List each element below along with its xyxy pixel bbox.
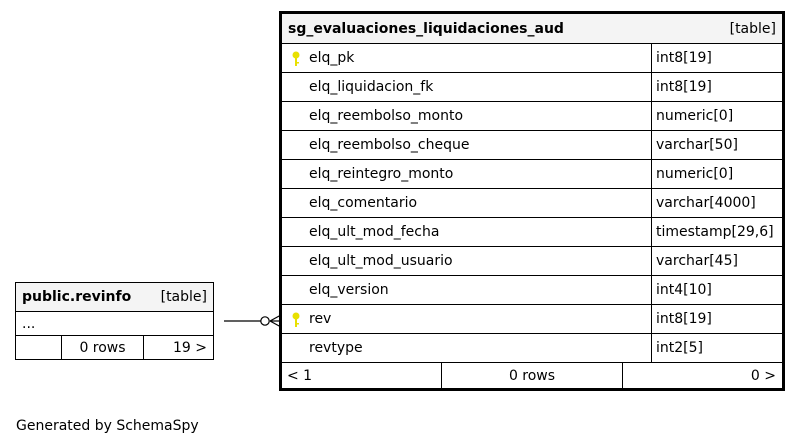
column-row — [282, 189, 782, 218]
table-name[interactable]: sg_evaluaciones_liquidaciones_aud — [288, 20, 564, 37]
column-name-text: revtype — [309, 340, 363, 356]
column-name-text: rev — [309, 311, 332, 327]
column-type: numeric[0] — [656, 108, 734, 124]
column-name — [282, 276, 652, 304]
column-name — [282, 44, 652, 72]
column-name — [282, 189, 652, 217]
column-type: timestamp[29,6] — [656, 224, 774, 240]
column-name — [282, 305, 652, 333]
table-public-revinfo[interactable] — [15, 282, 214, 360]
table-header — [16, 283, 213, 312]
key-icon — [291, 312, 301, 328]
column-name-text: elq_reintegro_monto — [309, 166, 454, 182]
children-link[interactable]: 19 > — [173, 339, 207, 356]
parents-link[interactable]: < 1 — [282, 363, 442, 388]
column-name-text: elq_comentario — [309, 195, 418, 211]
column-list — [282, 44, 782, 363]
column-row — [282, 305, 782, 334]
column-name — [282, 160, 652, 188]
table-footer — [282, 363, 782, 388]
column-type: int8[19] — [656, 50, 712, 66]
column-row — [282, 73, 782, 102]
column-name-text: elq_pk — [309, 50, 355, 66]
column-name — [282, 247, 652, 275]
column-row — [282, 160, 782, 189]
column-name-text: elq_liquidacion_fk — [309, 79, 434, 95]
column-type: int8[19] — [656, 79, 712, 95]
column-name-text: elq_reembolso_monto — [309, 108, 464, 124]
column-name-text: elq_ult_mod_usuario — [309, 253, 453, 269]
row-count: 0 rows — [442, 363, 623, 388]
column-row — [282, 247, 782, 276]
column-name — [282, 131, 652, 159]
table-footer — [16, 336, 213, 359]
column-type: varchar[50] — [656, 137, 738, 153]
column-type: int4[10] — [656, 282, 712, 298]
column-name-text: elq_reembolso_cheque — [309, 137, 470, 153]
column-row — [282, 334, 782, 363]
generated-by-label: Generated by SchemaSpy — [16, 418, 199, 434]
column-type: numeric[0] — [656, 166, 734, 182]
column-type: varchar[45] — [656, 253, 738, 269]
children-link[interactable]: 0 > — [750, 367, 776, 384]
column-type: varchar[4000] — [656, 195, 756, 211]
column-name — [282, 334, 652, 362]
column-name — [282, 102, 652, 130]
column-row — [282, 44, 782, 73]
column-name-text: elq_version — [309, 282, 389, 298]
table-header — [282, 14, 782, 44]
column-name — [282, 73, 652, 101]
column-type: int8[19] — [656, 311, 712, 327]
table-kind: [table] — [729, 20, 776, 37]
row-count: 0 rows — [62, 336, 144, 359]
column-type: int2[5] — [656, 340, 703, 356]
column-name — [282, 218, 652, 246]
parents-link — [16, 336, 62, 359]
column-name-text: elq_ult_mod_fecha — [309, 224, 440, 240]
table-sg-evaluaciones-liquidaciones-aud[interactable] — [279, 11, 785, 391]
column-row — [282, 102, 782, 131]
column-row — [282, 131, 782, 160]
table-name[interactable]: public.revinfo — [22, 289, 132, 305]
columns-ellipsis: ... — [16, 312, 213, 336]
column-row — [282, 218, 782, 247]
column-row — [282, 276, 782, 305]
key-icon — [291, 51, 301, 67]
table-kind: [table] — [160, 289, 207, 305]
